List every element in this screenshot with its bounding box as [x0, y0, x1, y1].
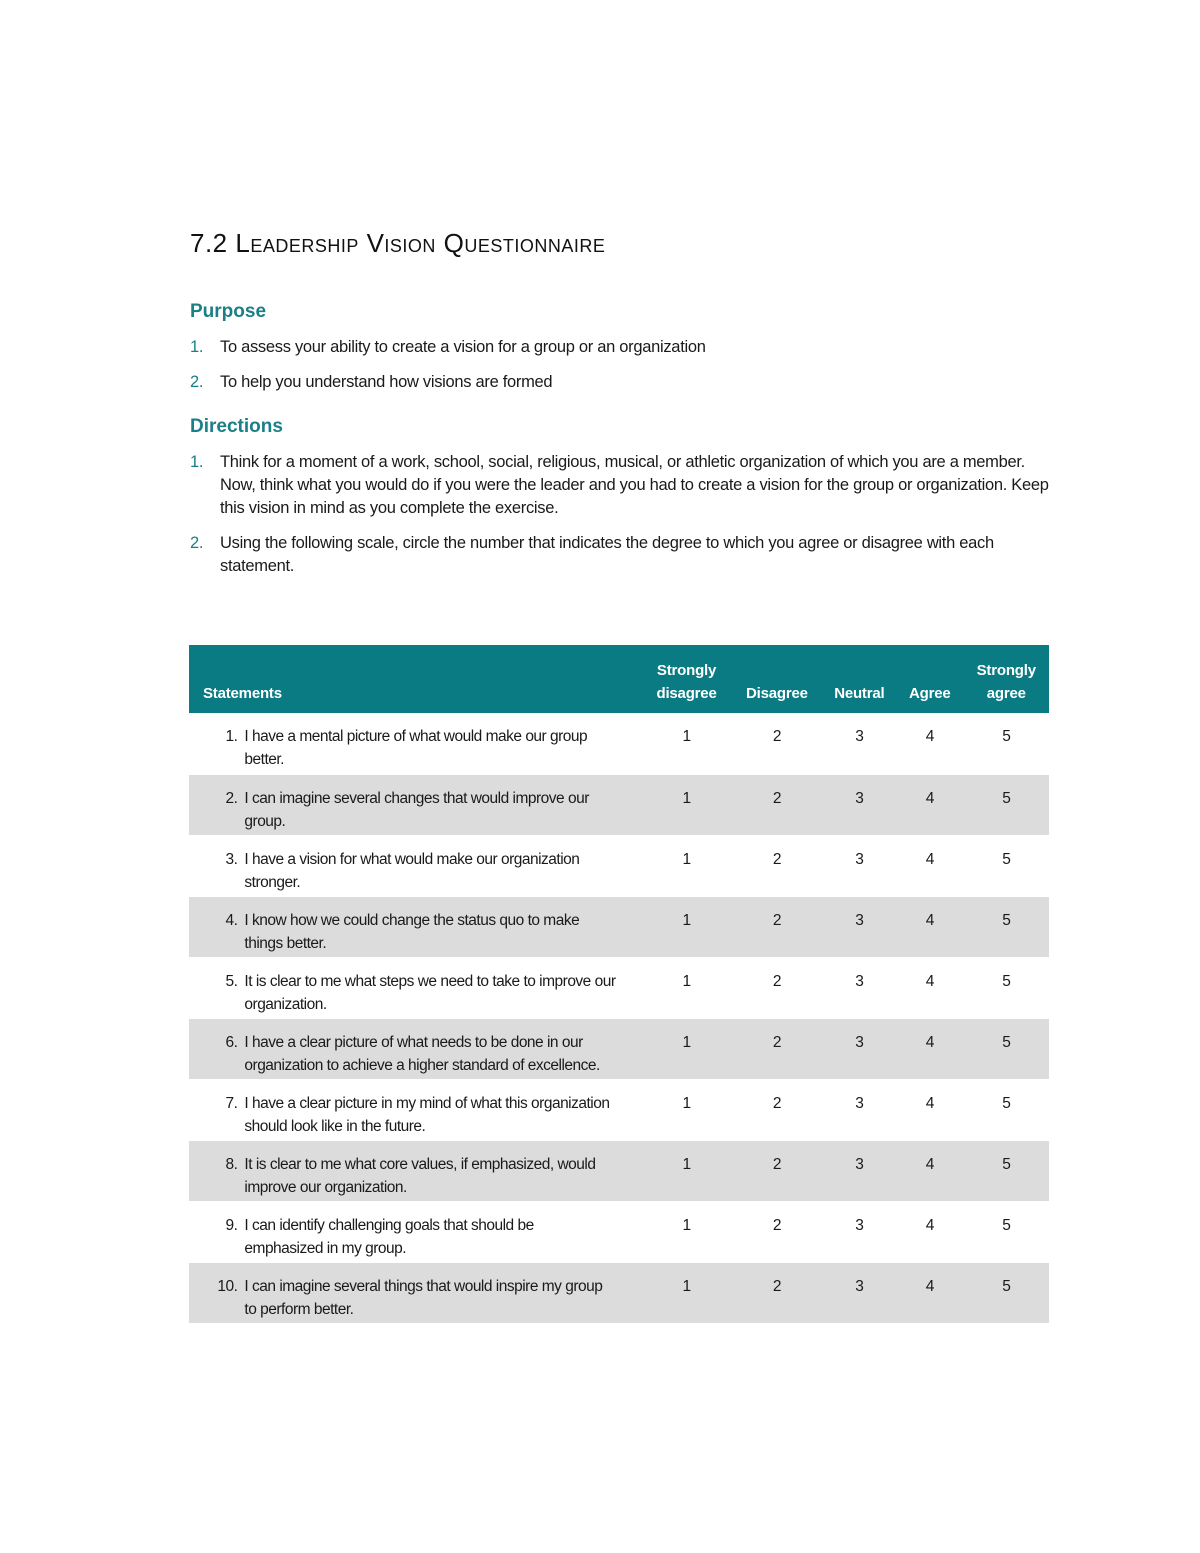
statement-number: 3. [225, 850, 238, 868]
rating-option-1[interactable]: 1 [682, 850, 691, 868]
statement-number: 8. [189, 1140, 243, 1201]
statement-number: 1. [225, 728, 238, 745]
rating-option-5[interactable]: 5 [1002, 1094, 1011, 1112]
statement-number: 9. [225, 1216, 238, 1234]
rating-option-3[interactable]: 3 [823, 774, 897, 835]
statement-text: I know how we could change the status quo to make things better. [243, 896, 641, 957]
statement-number: 5. [225, 972, 238, 990]
table-row [189, 1262, 1049, 1323]
rating-option-1[interactable]: 1 [682, 1094, 691, 1112]
table-row [189, 1079, 1049, 1140]
statement-number: 10. [189, 1262, 243, 1323]
statement-text: I have a clear picture of what needs to be done in our organization to achieve a higher standard of excellence. [243, 1018, 641, 1079]
list-number: 1. [190, 453, 204, 471]
header-strongly-agree: Strongly agree [964, 645, 1049, 713]
list-text: To assess your ability to create a vision for a group or an organization [220, 338, 706, 356]
rating-option-5[interactable]: 5 [964, 1262, 1049, 1323]
table-row [189, 835, 1049, 896]
rating-option-5[interactable]: 5 [1002, 850, 1011, 868]
purpose-item [190, 371, 1050, 394]
rating-option-1[interactable]: 1 [642, 774, 731, 835]
questionnaire-table [189, 645, 1049, 1324]
rating-option-5[interactable]: 5 [964, 1018, 1049, 1079]
rating-option-1[interactable]: 1 [682, 728, 691, 745]
header-statements: Statements [189, 645, 642, 713]
rating-option-4[interactable]: 4 [896, 1140, 963, 1201]
statement-number: 6. [189, 1018, 243, 1079]
list-text: Think for a moment of a work, school, social, religious, musical, or athletic organization of which you are a member. Now, think what you would do if you were the leader and you had to create a vision for the group or organization. Keep this vision in mind as you complete the exercise. [220, 453, 1049, 517]
rating-option-2[interactable]: 2 [772, 850, 781, 868]
rating-option-3[interactable]: 3 [823, 1018, 897, 1079]
table-row [189, 774, 1049, 835]
rating-option-3[interactable]: 3 [855, 1094, 864, 1112]
rating-option-2[interactable]: 2 [731, 896, 822, 957]
statement-text: It is clear to me what core values, if emphasized, would improve our organization. [243, 1140, 641, 1201]
rating-option-4[interactable]: 4 [896, 896, 963, 957]
list-number: 2. [190, 373, 204, 391]
rating-option-5[interactable]: 5 [964, 896, 1049, 957]
rating-option-3[interactable]: 3 [823, 1262, 897, 1323]
rating-option-3[interactable]: 3 [855, 972, 864, 990]
rating-option-1[interactable]: 1 [642, 1140, 731, 1201]
rating-option-4[interactable]: 4 [925, 728, 934, 745]
rating-option-2[interactable]: 2 [731, 1018, 822, 1079]
statement-text: I have a clear picture in my mind of what this organization should look like in the future. [244, 1094, 610, 1135]
statement-text: I have a vision for what would make our organization stronger. [244, 850, 580, 891]
rating-option-2[interactable]: 2 [772, 1094, 781, 1112]
directions-item [190, 532, 1050, 578]
rating-option-2[interactable]: 2 [772, 728, 781, 745]
rating-option-4[interactable]: 4 [925, 850, 934, 868]
rating-option-5[interactable]: 5 [1002, 728, 1011, 745]
rating-option-1[interactable]: 1 [642, 1262, 731, 1323]
rating-option-5[interactable]: 5 [1002, 1216, 1011, 1234]
rating-option-5[interactable]: 5 [1002, 972, 1011, 990]
header-agree: Agree [896, 645, 963, 713]
statement-number: 2. [189, 774, 243, 835]
table-row [189, 713, 1049, 774]
directions-list [190, 451, 1050, 590]
rating-option-2[interactable]: 2 [772, 972, 781, 990]
rating-option-3[interactable]: 3 [855, 1216, 864, 1234]
list-number: 1. [190, 338, 204, 356]
table-row [189, 1201, 1049, 1262]
rating-option-4[interactable]: 4 [896, 1262, 963, 1323]
rating-option-1[interactable]: 1 [642, 896, 731, 957]
table-row [189, 1140, 1049, 1201]
rating-option-4[interactable]: 4 [925, 1216, 934, 1234]
statement-text: It is clear to me what steps we need to take to improve our organization. [244, 972, 616, 1013]
header-strongly-disagree: Strongly disagree [642, 645, 731, 713]
statement-number: 4. [189, 896, 243, 957]
rating-option-4[interactable]: 4 [896, 1018, 963, 1079]
directions-heading: Directions [190, 416, 283, 437]
rating-option-3[interactable]: 3 [823, 1140, 897, 1201]
rating-option-2[interactable]: 2 [731, 1140, 822, 1201]
rating-option-5[interactable]: 5 [964, 774, 1049, 835]
table-row [189, 1018, 1049, 1079]
rating-option-2[interactable]: 2 [731, 1262, 822, 1323]
purpose-list [190, 336, 1050, 406]
statement-text: I can identify challenging goals that should be emphasized in my group. [244, 1216, 534, 1257]
rating-option-2[interactable]: 2 [731, 774, 822, 835]
statement-text: I have a mental picture of what would make our group better. [244, 728, 588, 768]
rating-option-2[interactable]: 2 [772, 1216, 781, 1234]
rating-option-3[interactable]: 3 [855, 728, 864, 745]
rating-option-5[interactable]: 5 [964, 1140, 1049, 1201]
rating-option-4[interactable]: 4 [925, 972, 934, 990]
table-row [189, 896, 1049, 957]
statement-text: I can imagine several things that would inspire my group to perform better. [243, 1262, 641, 1323]
rating-option-3[interactable]: 3 [855, 850, 864, 868]
page-title: 7.2 Leadership Vision Questionnaire [190, 228, 606, 258]
rating-option-1[interactable]: 1 [642, 1018, 731, 1079]
directions-item [190, 451, 1050, 520]
rating-option-3[interactable]: 3 [823, 896, 897, 957]
table-header-row [189, 645, 1049, 713]
statement-text: I can imagine several changes that would improve our group. [243, 774, 641, 835]
rating-option-1[interactable]: 1 [682, 972, 691, 990]
header-disagree: Disagree [731, 645, 822, 713]
list-text: Using the following scale, circle the number that indicates the degree to which you agree or disagree with each statement. [220, 534, 994, 575]
rating-option-4[interactable]: 4 [896, 774, 963, 835]
table-row [189, 957, 1049, 1018]
purpose-item [190, 336, 1050, 359]
rating-option-1[interactable]: 1 [682, 1216, 691, 1234]
purpose-heading: Purpose [190, 301, 267, 322]
rating-option-4[interactable]: 4 [925, 1094, 934, 1112]
list-text: To help you understand how visions are formed [220, 373, 553, 391]
statement-number: 7. [225, 1094, 238, 1112]
header-neutral: Neutral [823, 645, 897, 713]
list-number: 2. [190, 534, 204, 552]
